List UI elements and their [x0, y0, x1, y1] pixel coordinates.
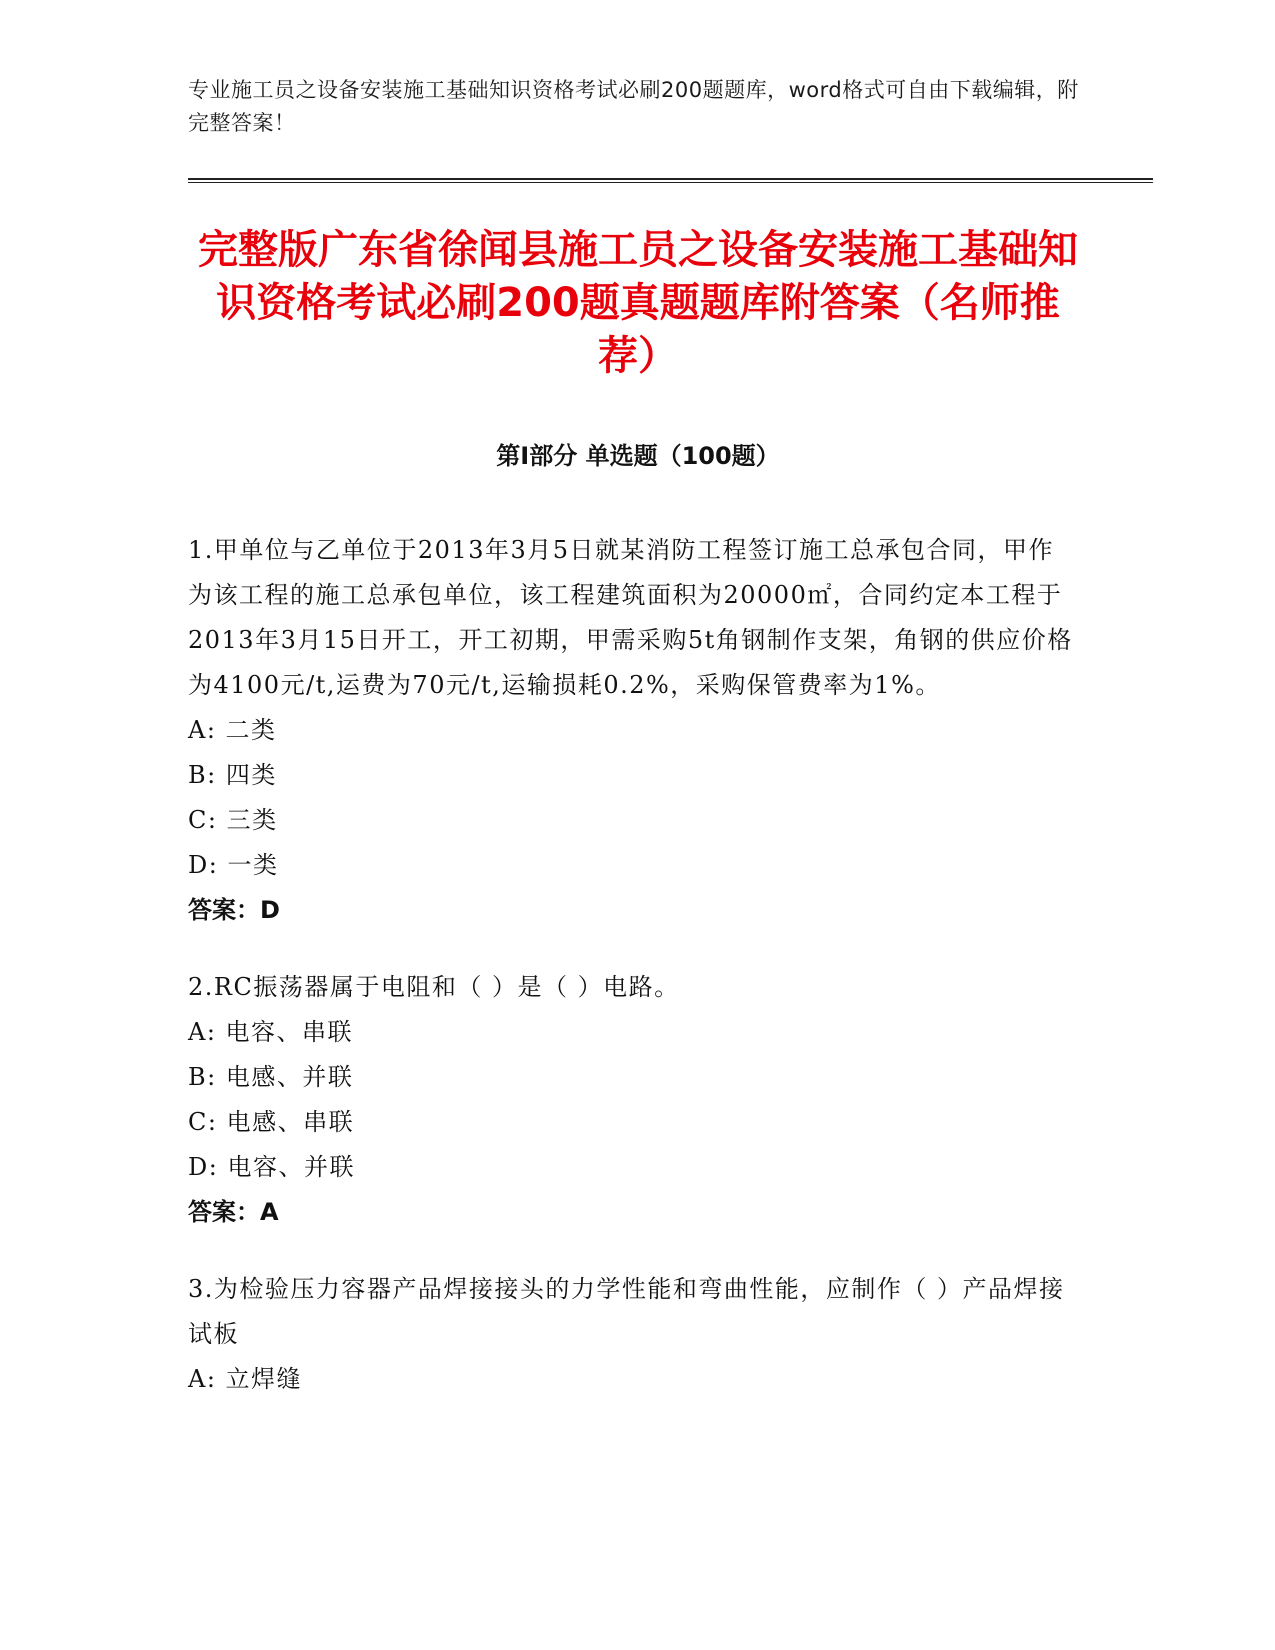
- option-c: C: 电感、串联: [188, 1108, 355, 1136]
- question-2: [188, 965, 1078, 1235]
- option-a: A: 电容、串联: [188, 1018, 354, 1046]
- question-1: [188, 528, 1078, 933]
- option-d: D: 电容、并联: [188, 1153, 355, 1181]
- option-a: A: 二类: [188, 716, 277, 744]
- question-list: [188, 528, 1078, 1434]
- question-stem: 1.甲单位与乙单位于2013年3月5日就某消防工程签订施工总承包合同，甲作为该工程的施工总承包单位，该工程建筑面积为20000㎡，合同约定本工程于2013年3月15日开工，开工初期，甲需采购5t角钢制作支架，角钢的供应价格为4100元/t,运费为70元/t,运输损耗0.2%，采购保管费率为1%。: [188, 536, 1073, 699]
- header-rule-thin: [188, 182, 1153, 183]
- option-a: A: 立焊缝: [188, 1365, 303, 1393]
- question-stem: 3.为检验压力容器产品焊接接头的力学性能和弯曲性能，应制作（ ）产品焊接试板: [188, 1275, 1065, 1348]
- header-rule: [188, 178, 1153, 180]
- option-d: D: 一类: [188, 851, 279, 879]
- document-title: 完整版广东省徐闻县施工员之设备安装施工基础知识资格考试必刷200题真题题库附答案（名师推荐）: [198, 227, 1078, 379]
- option-c: C: 三类: [188, 806, 278, 834]
- option-b: B: 电感、并联: [188, 1063, 354, 1091]
- question-3: [188, 1267, 1078, 1402]
- question-stem: 2.RC振荡器属于电阻和（ ）是（ ）电路。: [188, 973, 680, 1001]
- section-title: 第I部分 单选题（100题）: [496, 442, 780, 470]
- answer: 答案：D: [188, 896, 280, 924]
- option-b: B: 四类: [188, 761, 277, 789]
- page-header: 专业施工员之设备安装施工基础知识资格考试必刷200题题库，word格式可自由下载编辑，附完整答案！: [188, 78, 1079, 135]
- answer: 答案：A: [188, 1198, 279, 1226]
